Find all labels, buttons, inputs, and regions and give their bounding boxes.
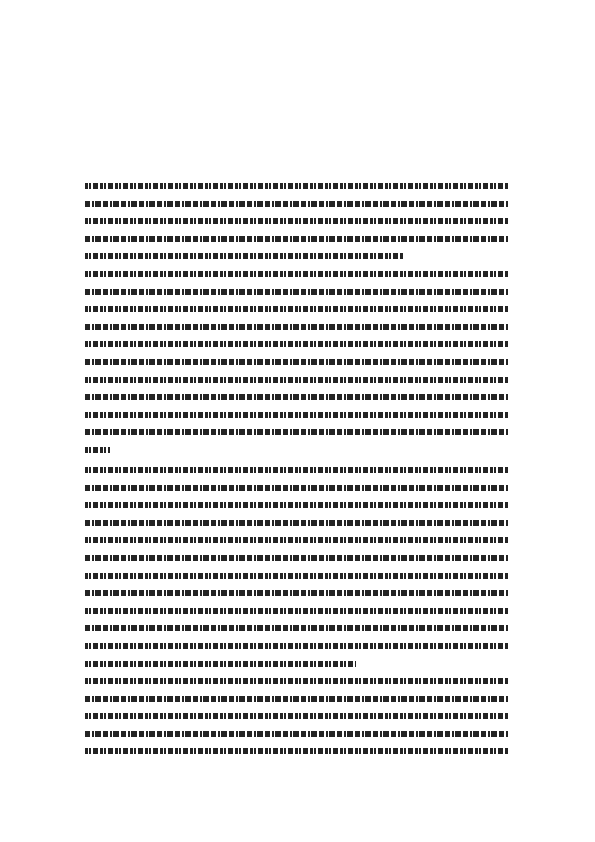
text-line: [85, 555, 509, 561]
text-line: [85, 713, 509, 719]
text-line: [85, 289, 509, 295]
text-line: [85, 341, 509, 347]
paragraph-1: [85, 183, 509, 271]
text-line: [85, 748, 509, 754]
text-line: [85, 520, 509, 526]
text-line: [85, 625, 509, 631]
text-line: [85, 253, 403, 259]
text-line: [85, 412, 509, 418]
text-line: [85, 643, 509, 649]
text-line: [85, 661, 356, 667]
text-line: [85, 201, 509, 207]
text-line: [85, 696, 509, 702]
text-line: [85, 359, 509, 365]
text-line: [85, 731, 509, 737]
paragraph-3: [85, 467, 509, 678]
text-line: [85, 236, 509, 242]
text-line: [85, 429, 509, 435]
text-line: [85, 447, 110, 453]
text-line: [85, 377, 509, 383]
text-line: [85, 324, 509, 330]
text-line: [85, 590, 509, 596]
text-line: [85, 183, 509, 189]
text-line: [85, 467, 509, 473]
text-line: [85, 394, 509, 400]
text-line: [85, 218, 509, 224]
text-line: [85, 537, 509, 543]
paragraph-2: [85, 271, 509, 465]
text-line: [85, 573, 509, 579]
paragraph-4: [85, 678, 509, 766]
text-line: [85, 306, 509, 312]
text-line: [85, 271, 509, 277]
text-line: [85, 608, 509, 614]
text-line: [85, 485, 509, 491]
text-line: [85, 678, 509, 684]
text-line: [85, 502, 509, 508]
